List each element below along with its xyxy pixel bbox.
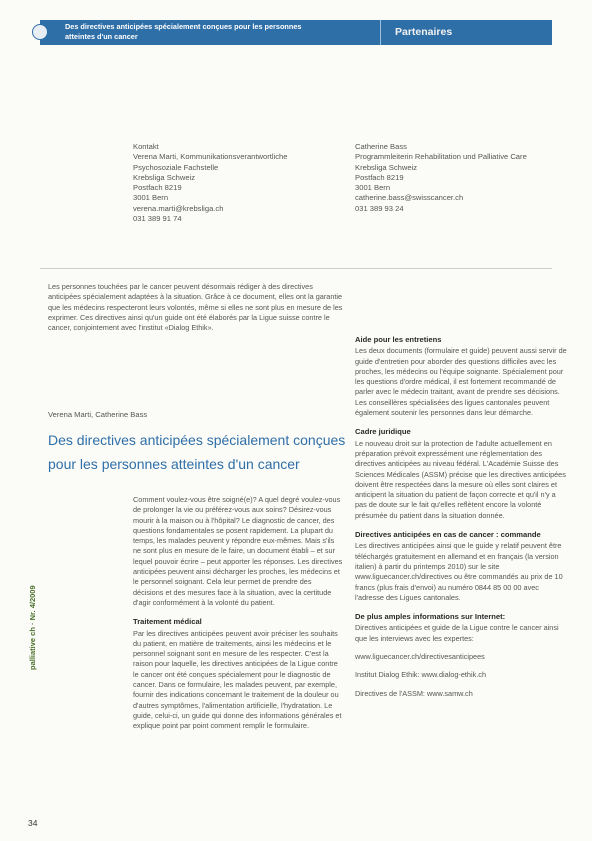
header-title-line-2: atteintes d'un cancer: [65, 31, 138, 41]
header-bar: [40, 20, 552, 45]
left-paragraph-1: Comment voulez-vous être soigné(e)? A quel degré voulez-vous de prolonger la vie ou préférez-vous aux soins? Désirez-vous mourir à la maison ou à l'hôpital? Le diagnostic de cancer, des questions fondamentales se posent rapidement. La plupart du temps, les malades peuvent y répondre eux-mêmes. Mais s'ils ne sont plus en mesure de le faire, un document établi – et sur lequel pouvoir écrire – peut apporter les réponses. Les directives anticipées peuvent ainsi décharger les proches, les médecins et le personnel soignant. Cela leur permet de prendre des décisions et des mesures face à la situation, avec la certitude d'agir conformément à la volonté du patient.: [133, 495, 343, 607]
intro-paragraph: Les personnes touchées par le cancer peuvent désormais rédiger à des directives anticipées spécialement adaptées à la situation. Grâce à ce document, elles ont la garantie que les médecins respecteront leurs volontés, même si elles ne sont plus en mesure de les exprimer. Ces directives ainsi qu'un guide ont été élaborés par la Ligue suisse contre le cancer, conjointement avec l'institut «Dialog Ethik».: [48, 282, 343, 333]
page-number: 34: [28, 818, 38, 828]
contact-left-line: Verena Marti, Kommunikationsverantwortliche: [133, 152, 288, 162]
link-dialog-ethik[interactable]: Institut Dialog Ethik: www.dialog-ethik.ch: [355, 670, 486, 680]
contact-right-email[interactable]: catherine.bass@swisscancer.ch: [355, 193, 464, 203]
contact-left-line: Psychosoziale Fachstelle: [133, 162, 219, 172]
right-paragraph-4: Directives anticipées et guide de la Ligue contre le cancer ainsi que les interviews avec les expertes:: [355, 623, 559, 643]
article-title-line-1: Des directives anticipées spécialement conçues: [48, 432, 346, 448]
right-paragraph-1: Les deux documents (formulaire et guide) peuvent aussi servir de guide d'entretien pour aborder des questions difficiles avec les proches, les médecins ou l'équipe soignante. Spécialement pour les questions d'ordre médical, il est fortement recommandé de parler avec le médecin traitant, avant de prendre ses décisions. Les conseillères spécialisées des ligues cantonales peuvent également soutenir les personnes dans leur démarche.: [355, 346, 567, 418]
contact-right-line: Krebsliga Schweiz: [355, 162, 418, 172]
left-paragraph-2: Par les directives anticipées peuvent avoir préciser les souhaits du patient, en matière de traitements, ainsi les médecins et le personnel soignant sont en mesure de les respecter. C'est la raison pour laquelle, les directives anticipées de la Ligue contre le cancer ont été conçues spécialement pour le diagnostic de cancer. Dans ce formulaire, les malades peuvent, par exemple, fournir des indications concernant le traitement de la douleur ou d'autres symptômes, l'alimentation artificielle, l'hydratation. Le guide, celui-ci, un guide qui donne des informations générales et explique point par point comment remplir le formulaire.: [133, 628, 342, 731]
right-paragraph-2: Le nouveau droit sur la protection de l'adulte actuellement en préparation prévoit expressément une réglementation des directives anticipées au niveau fédéral. L'Académie Suisse des Sciences Médicales (ASSM) précise que les directives anticipées doivent être respectées dans la mesure où elles sont claires et anticipent la situation du patient de façon correcte et qu'il n'y a pas de doute sur le fait qu'elles reflètent encore la volonté présumée du patient dans la situation donnée.: [355, 438, 566, 520]
article-title: [48, 428, 358, 476]
contact-right-line: 3001 Bern: [355, 183, 391, 193]
header-circle-icon: [32, 24, 48, 40]
right-paragraph-3: Les directives anticipées ainsi que le guide y relatif peuvent être téléchargés gratuitement en allemand et en français (la version italien) à partir du printemps 2010) sur le site www.liguecancer.ch/directives ou être commandés au prix de 10 francs (plus frais d'envoi) au numéro 0844 85 00 00 avec l'adresse des Ligues cantonales.: [355, 541, 563, 602]
header-title-line-1: Des directives anticipées spécialement conçues pour les personnes: [65, 22, 302, 31]
contact-left-line: 3001 Bern: [133, 193, 169, 203]
heading-traitement: Traitement médical: [133, 617, 202, 627]
heading-commande: Directives anticipées en cas de cancer : commande: [355, 530, 541, 540]
heading-aide: Aide pour les entretiens: [355, 335, 442, 344]
article-title-line-2: pour les personnes atteintes d'un cancer: [48, 456, 300, 472]
link-assm[interactable]: Directives de l'ASSM: www.samw.ch: [355, 688, 473, 698]
contact-right-phone: 031 389 93 24: [355, 203, 404, 213]
header-separator: [380, 20, 381, 45]
contact-right-line: Programmleiterin Rehabilitation und Palliative Care: [355, 152, 527, 162]
contact-left: [133, 142, 287, 224]
left-column: [133, 495, 343, 732]
right-column: [355, 335, 567, 699]
heading-internet: De plus amples informations sur Internet:: [355, 612, 506, 622]
authors: Verena Marti, Catherine Bass: [48, 410, 148, 419]
contact-right: [355, 142, 527, 214]
contact-right-line: Postfach 8219: [355, 172, 404, 182]
contact-left-phone: 031 389 91 74: [133, 214, 182, 224]
contact-left-line: Postfach 8219: [133, 183, 182, 193]
contact-left-email[interactable]: verena.marti@krebsliga.ch: [133, 203, 224, 213]
link-liguecancer[interactable]: www.liguecancer.ch/directivesanticipees: [355, 652, 485, 662]
section-label: Partenaires: [395, 26, 453, 38]
contact-left-line: Krebsliga Schweiz: [133, 172, 196, 182]
contact-left-line: Kontakt: [133, 142, 159, 151]
journal-side-label: palliative ch · Nr. 4/2009: [28, 585, 37, 670]
heading-cadre: Cadre juridique: [355, 427, 411, 437]
contact-right-line: Catherine Bass: [355, 142, 407, 151]
header-title: [65, 22, 365, 41]
divider: [40, 268, 552, 269]
